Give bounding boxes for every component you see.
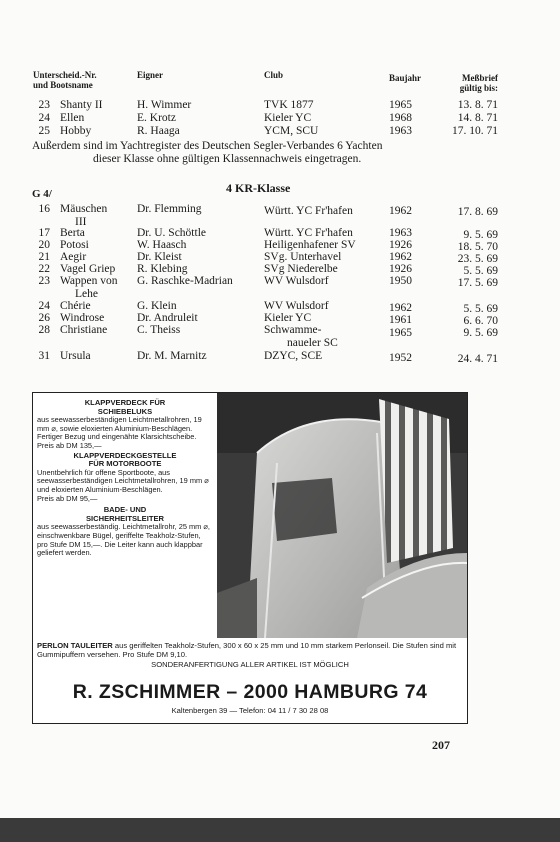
- company-address: Kaltenbergen 39 — Telefon: 04 11 / 7 30 28 08: [171, 706, 329, 715]
- ad-perlon-section: [37, 641, 463, 669]
- table-row: 23 Wappen von Lehe G. Raschke-Madrian WV Wulsdorf 1950 17. 5. 69: [38, 275, 498, 300]
- column-header-club: Club: [264, 70, 284, 80]
- scan-border: [0, 818, 560, 842]
- register-note-line2: dieser Klasse ohne gültigen Klassennachweis eingetragen.: [93, 153, 362, 165]
- ad-price: Preis ab DM 135,—: [37, 440, 102, 450]
- ad-heading-leiter: BADE- UND SICHERHEITSLEITER: [85, 505, 165, 523]
- column-header-measure: Meßbrief gültig bis:: [459, 73, 498, 93]
- ad-price: Preis ab DM 95,—: [37, 493, 98, 503]
- table-row: 26 Windrose Dr. Andruleit Kieler YC 1961 6. 6. 70: [38, 312, 498, 327]
- ad-text: aus seewasserbeständigen Leichtmetallrohren, 19 mm ⌀, sowie eloxierten Aluminium-Beschlägen. Fertiger Bezug und eingenähte Klarsichtscheibe.: [37, 415, 202, 442]
- table-row: 23 Shanty II H. Wimmer TVK 1877 1965 13. 8. 71: [38, 99, 498, 111]
- ad-text: aus seewasserbeständig. Leichtmetallrohr, 25 mm ⌀, einschwenkbare Bügel, geriffelte Teakholz-Stufen, pro Stufe DM 15,—. Die Leiter kann auch klappbar geliefert werden.: [37, 522, 210, 558]
- ad-heading-motorboote: KLAPPVERDECKGESTELLE FÜR MOTORBOOTE: [73, 450, 177, 469]
- table-row: 17 Berta Dr. U. Schöttle Württ. YC Fr'hafen 1963 9. 5. 69: [38, 227, 498, 241]
- company-name: R. ZSCHIMMER – 2000 HAMBURG 74: [72, 681, 428, 703]
- page-number: 207: [432, 738, 450, 752]
- column-header-boat: Unterscheid.-Nr. und Bootsname: [33, 70, 97, 90]
- section-code: G 4/: [32, 188, 52, 200]
- ad-product-list: [37, 399, 213, 558]
- table-row: 16 Mäuschen III Dr. Flemming Württ. YC Fr'hafen 1962 17. 8. 69: [38, 203, 498, 228]
- table-row: 20 Potosi W. Haasch Heiligenhafener SV 1926 18. 5. 70: [38, 239, 498, 253]
- advertisement: [32, 392, 468, 724]
- canopy-illustration: [217, 393, 467, 638]
- table-row: 31 Ursula Dr. M. Marnitz DZYC, SCE 1952 24. 4. 71: [38, 350, 498, 365]
- table-row: 24 Chérie G. Klein WV Wulsdorf 1962 5. 5. 69: [38, 300, 498, 315]
- ad-perlon-label: PERLON TAULEITER: [37, 641, 113, 650]
- ad-text: Unentbehrlich für offene Sportboote, aus seewasserbeständigen Leichtmetallrohren, 19 mm ⌀ und eloxierten Aluminium-Beschlägen.: [37, 467, 209, 494]
- ad-heading-klappverdeck: KLAPPVERDECK FÜR SCHIEBELUKS: [84, 398, 166, 416]
- register-note-line1: Außerdem sind im Yachtregister des Deutschen Segler-Verbandes 6 Yachten: [32, 140, 383, 152]
- table-row: 28 Christiane C. Theiss Schwamme- naueler SC 1965 9. 5. 69: [38, 324, 498, 349]
- section-title: 4 KR-Klasse: [226, 181, 291, 195]
- column-header-owner: Eigner: [137, 70, 163, 80]
- table-row: 22 Vagel Griep R. Klebing SVg Niederelbe 1926 5. 5. 69: [38, 263, 498, 277]
- table-row: 21 Aegir Dr. Kleist SVg. Unterhavel 1962 23. 5. 69: [38, 251, 498, 265]
- column-header-year: Baujahr: [389, 73, 422, 83]
- ad-perlon-text: aus geriffelten Teakholz-Stufen, 300 x 60 x 25 mm und 10 mm starkem Perlonseil. Die Stufen sind mit Gummipuffern versehen. Pro Stufe DM 9,10.: [37, 641, 457, 659]
- table-row: 25 Hobby R. Haaga YCM, SCU 1963 17. 10. 71: [38, 125, 498, 137]
- boat-canopy-photo: [217, 393, 467, 638]
- table-row: 24 Ellen E. Krotz Kieler YC 1968 14. 8. 71: [38, 112, 498, 124]
- ad-special-order: SONDERANFERTIGUNG ALLER ARTIKEL IST MÖGLICH: [151, 660, 349, 669]
